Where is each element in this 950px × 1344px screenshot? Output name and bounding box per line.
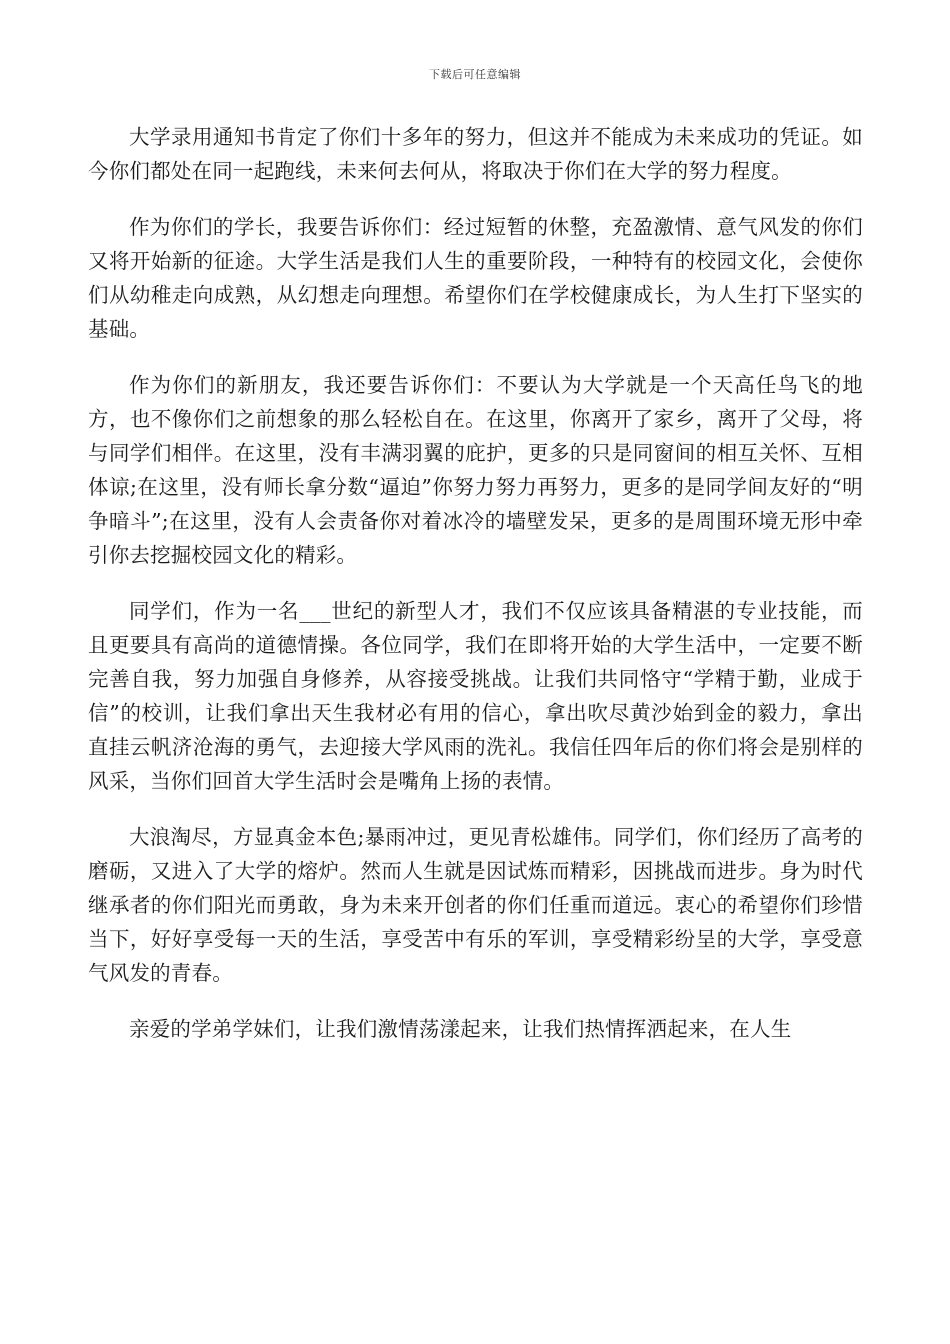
paragraph-4: 同学们，作为一名___世纪的新型人才，我们不仅应该具备精湛的专业技能，而且更要具有高尚的道德情操。各位同学，我们在即将开始的大学生活中，一定要不断完善自我，努力加强自身修养，从容接受挑战。让我们共同恪守“学精于勤，业成于信”的校训，让我们拿出天生我材必有用的信心，拿出吹尽黄沙始到金的毅力，拿出直挂云帆济沧海的勇气，去迎接大学风雨的洗礼。我信任四年后的你们将会是别样的风采，当你们回首大学生活时会是嘴角上扬的表情。	[88, 599, 863, 793]
page-header: 下载后可任意编辑	[429, 68, 521, 81]
paragraph-5: 大浪淘尽，方显真金本色;暴雨冲过，更见青松雄伟。同学们，你们经历了高考的磨砺，又进入了大学的熔炉。然而人生就是因试炼而精彩，因挑战而进步。身为时代继承者的你们阳光而勇敢，身为未来开创者的你们任重而道远。衷心的希望你们珍惜当下，好好享受每一天的生活，享受苦中有乐的军训，享受精彩纷呈的大学，享受意气风发的青春。	[88, 825, 863, 985]
paragraph-1: 大学录用通知书肯定了你们十多年的努力，但这并不能成为未来成功的凭证。如今你们都处在同一起跑线，未来何去何从，将取决于你们在大学的努力程度。	[88, 125, 863, 183]
paragraph-2: 作为你们的学长，我要告诉你们：经过短暂的休整，充盈激情、意气风发的你们又将开始新的征途。大学生活是我们人生的重要阶段，一种特有的校园文化，会使你们从幼稚走向成熟，从幻想走向理想。希望你们在学校健康成长，为人生打下坚实的基础。	[88, 215, 863, 341]
document-body	[88, 120, 863, 1069]
paragraph-3: 作为你们的新朋友，我还要告诉你们：不要认为大学就是一个天高任鸟飞的地方，也不像你们之前想象的那么轻松自在。在这里，你离开了家乡，离开了父母，将与同学们相伴。在这里，没有丰满羽翼的庇护，更多的只是同窗间的相互关怀、互相体谅;在这里，没有师长拿分数“逼迫”你努力努力再努力，更多的是同学间友好的“明争暗斗”;在这里，没有人会责备你对着冰冷的墙壁发呆，更多的是周围环境无形中牵引你去挖掘校园文化的精彩。	[88, 373, 863, 567]
paragraph-6: 亲爱的学弟学妹们，让我们激情荡漾起来，让我们热情挥洒起来，在人生	[129, 1017, 792, 1041]
